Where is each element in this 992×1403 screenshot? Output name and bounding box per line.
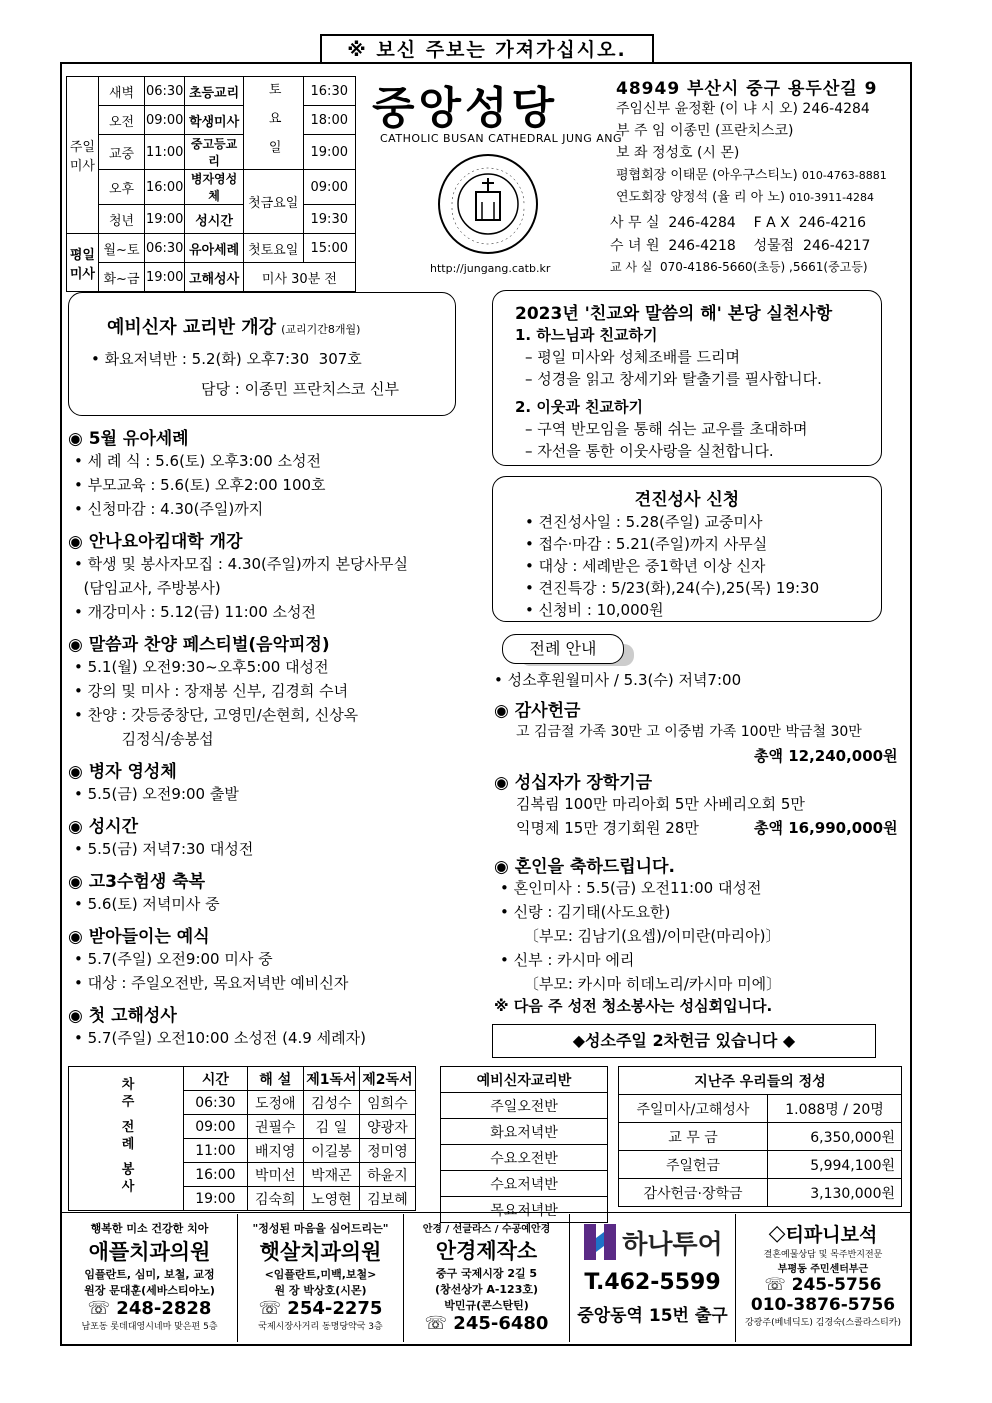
section-title: ◉ 성시간 — [68, 817, 139, 837]
sat-name: 초등교리 — [185, 77, 244, 106]
section-line: • 5.5(금) 저녁7:30 대성전 — [74, 840, 254, 858]
section-line: • 5.1(월) 오전9:30~오후5:00 대성전 — [74, 658, 329, 676]
confirmation-line: • 견진성사일 : 5.28(주일) 교중미사 — [525, 513, 763, 531]
section-line: • 강의 및 미사 : 장재봉 신부, 김경희 수녀 — [74, 682, 349, 700]
diamond-icon: ◇ — [768, 1221, 786, 1246]
confirmation-line: • 접수·마감 : 5.21(주일)까지 사무실 — [525, 535, 768, 553]
year-plan-line: – 구역 반모임을 통해 쉬는 교우를 초대하며 — [525, 420, 808, 438]
scholarship-total: 총액 16,990,000원 — [754, 819, 898, 837]
class-row: 수요저녁반 — [441, 1171, 608, 1197]
mass-schedule-table — [66, 76, 356, 292]
thanks-title: ◉ 감사헌금 — [494, 701, 581, 721]
table-row: 감사헌금·장학금 3,130,000원 — [619, 1179, 902, 1207]
table-row: 11:00 배지영 이길봉 정미영 — [69, 1139, 416, 1163]
section-line: • 5.6(토) 저녁미사 중 — [74, 895, 220, 913]
duty-table — [68, 1066, 416, 1211]
weekday-mass-label: 평일 미사 — [67, 234, 99, 292]
mass-name: 청년 — [98, 205, 144, 234]
parish-seal — [436, 152, 540, 256]
mass-time: 19:00 — [145, 263, 185, 292]
mass-time: 11:00 — [145, 135, 185, 170]
parish-title: 중앙성당 — [372, 83, 559, 134]
duty-label: 차주 전례 봉사 — [69, 1067, 184, 1211]
catechumen-line: • 화요저녁반 : 5.2(화) 오후7:30 307호 — [91, 350, 362, 368]
catechumen-box — [68, 292, 456, 416]
saturday-label: 토 요 일 — [243, 77, 303, 170]
year-plan-line: – 성경을 읽고 창세기와 탈출기를 필사합니다. — [525, 370, 822, 388]
offerings-header: 지난주 우리들의 정성 — [619, 1067, 902, 1095]
catechumen-class-table — [440, 1066, 608, 1223]
catechumen-teacher: 담당 : 이종민 프란치스코 신부 — [201, 380, 400, 398]
section-line: • 대상 : 주일오전반, 목요저녁반 예비신자 — [74, 974, 349, 992]
sat-name: 성시간 — [185, 205, 244, 234]
section-line: • 5.5(금) 오전9:00 출발 — [74, 785, 239, 803]
scholarship-line: 익명제 15만 경기회원 28만 — [516, 819, 699, 837]
sat-time: 19:30 — [303, 205, 356, 234]
staff-row: 연도회장 양정석 (율 리 아 노) 010-3911-4284 — [616, 190, 875, 205]
mass-time: 16:00 — [145, 170, 185, 205]
year-plan-head: 2. 이웃과 친교하기 — [515, 398, 644, 416]
section-line: • 찬양 : 갓등중창단, 고영민/손현희, 신상옥 — [74, 706, 359, 724]
first-sat-label: 첫토요일 — [243, 234, 303, 263]
table-row: 주일미사/고해성사 1.088명 / 20명 — [619, 1095, 902, 1123]
notice-section — [68, 867, 488, 916]
notice-section — [68, 527, 488, 624]
table-row: 교 무 금 6,350,000원 — [619, 1123, 902, 1151]
staff-row: 평협회장 이태문 (아우구스티노) 010-4763-8881 — [616, 168, 887, 183]
section-title: ◉ 고3수험생 축복 — [68, 872, 206, 892]
year-plan-line: – 자선을 통한 이웃사랑을 실천합니다. — [525, 442, 774, 460]
table-row: 19:00 김숙희 노영현 김보혜 — [69, 1187, 416, 1211]
first-friday-label: 첫금요일 — [243, 170, 303, 234]
mass-name: 오전 — [98, 106, 144, 135]
liturgy-line: • 성소후원월미사 / 5.3(수) 저녁7:00 — [494, 671, 742, 689]
ad-glasses: 안경 / 선글라스 / 수공예안경 안경제작소 중구 국제시장 2길 5 (창선상가 A-123호) 박민규(콘스탄틴) ☏ 245-6480 — [404, 1214, 570, 1342]
contact-line: 교 사 실 070-4186-5660(초등) ,5661(중고등) — [610, 260, 868, 274]
offerings-table — [618, 1066, 902, 1207]
confirmation-title: 견진성사 신청 — [634, 490, 740, 510]
mass-name: 화~금 — [98, 263, 144, 292]
mass-time: 19:00 — [145, 205, 185, 234]
year-plan-title: 2023년 '친교와 말씀의 해' 본당 실천사항 — [515, 304, 833, 324]
section-title: ◉ 병자 영성체 — [68, 762, 177, 782]
hanatour-logo: 하나투어 — [570, 1222, 735, 1262]
confession-label: 고해성사 — [185, 263, 244, 292]
confirmation-line: • 대상 : 세례받은 중1학년 이상 신자 — [525, 557, 766, 575]
duty-header: 해 설 — [247, 1067, 303, 1091]
wedding-line: • 혼인미사 : 5.5(금) 오전11:00 대성전 — [500, 879, 762, 897]
confirmation-lines — [525, 511, 819, 621]
scholarship-line: 김복림 100만 마리아회 5만 사베리오회 5만 — [516, 795, 805, 813]
staff-row: 보 좌 정성호 (시 몬) — [616, 145, 740, 161]
section-line: • 5.7(주일) 오전9:00 미사 중 — [74, 950, 273, 968]
sat-time: 09:00 — [303, 170, 356, 205]
mass-time: 06:30 — [145, 77, 185, 106]
mass-name: 오후 — [98, 170, 144, 205]
ad-tiffany-jewelry: ◇ 티파니보석 결혼예물상담 및 목주반지전문 부평동 주민센터부근 ☏ 245-5756 010-3876-5756 강광주(베네딕도) 김경숙(스콜라스티카) — [744, 1221, 901, 1328]
second-collection-box: ◆성소주일 2차헌금 있습니다 ◆ — [492, 1024, 876, 1058]
catechumen-title: 예비신자 교리반 개강 — [107, 317, 277, 338]
year-plan-head: 1. 하느님과 친교하기 — [515, 326, 658, 344]
confirmation-line: • 신청비 : 10,000원 — [525, 601, 664, 619]
liturgy-tag: 전례 안내 — [502, 634, 624, 664]
section-title: ◉ 첫 고해성사 — [68, 1006, 177, 1026]
ad-apple-dental: 행복한 미소 건강한 치아 애플치과의원 임플란트, 심미, 보철, 교정 원장 문대훈(세바스티아노) ☏ 248-2828 남포동 롯데대영시네마 맞은편 5층 — [62, 1214, 238, 1342]
cleaning-note: ※ 다음 주 성전 청소봉사는 성심회입니다. — [494, 997, 773, 1015]
confession-time: 미사 30분 전 — [243, 263, 355, 292]
notice-banner: ※ 보신 주보는 가져가십시오. — [320, 34, 654, 64]
staff-list — [616, 98, 906, 208]
section-line: • 학생 및 봉사자모집 : 4.30(주일)까지 본당사무실 — [74, 555, 408, 573]
section-line: • 5.7(주일) 오전10:00 소성전 (4.9 세례자) — [74, 1029, 366, 1047]
wedding-line: • 신부 : 카시마 에리 — [500, 951, 635, 969]
baptism-time: 15:00 — [303, 234, 356, 263]
staff-row: 부 주 임 이종민 (프란치스코) — [616, 123, 794, 139]
section-title: ◉ 안나요아킴대학 개강 — [68, 532, 243, 552]
duty-header: 시간 — [184, 1067, 248, 1091]
notice-section — [68, 424, 488, 521]
notice-section — [68, 1001, 488, 1050]
notice-section — [68, 812, 488, 861]
wedding-line: • 신랑 : 김기태(사도요한) — [500, 903, 671, 921]
catechumen-sub: (교리기간8개월) — [281, 323, 361, 336]
ad-hanatour: 하나투어 T.462-5599 중앙동역 15번 출구 — [570, 1214, 736, 1342]
sat-name: 병자영성체 — [185, 170, 244, 205]
wedding-lines — [500, 876, 781, 996]
sat-time: 19:00 — [303, 135, 356, 170]
section-line: 김정식/송봉섭 — [74, 730, 214, 748]
section-title: ◉ 5월 유아세례 — [68, 429, 189, 449]
section-line: • 개강미사 : 5.12(금) 11:00 소성전 — [74, 603, 316, 621]
thanks-total: 총액 12,240,000원 — [754, 747, 898, 765]
mass-time: 06:30 — [145, 234, 185, 263]
contact-line: 사 무 실 246-4284 F A X 246-4216 — [610, 215, 866, 231]
mass-time: 09:00 — [145, 106, 185, 135]
parish-english-name: CATHOLIC BUSAN CATHEDRAL JUNG ANG — [380, 132, 623, 145]
class-row: 주일오전반 — [441, 1093, 608, 1119]
table-row: 주일헌금 5,994,100원 — [619, 1151, 902, 1179]
sat-time: 16:30 — [303, 77, 356, 106]
sat-name: 학생미사 — [185, 106, 244, 135]
table-row: 16:00 박미선 박재곤 하윤지 — [69, 1163, 416, 1187]
mass-name: 월~토 — [98, 234, 144, 263]
class-row: 화요저녁반 — [441, 1119, 608, 1145]
left-column — [68, 424, 488, 1056]
baptism-label: 유아세례 — [185, 234, 244, 263]
thanks-line: 고 김금절 가족 30만 고 이중범 가족 100만 박금철 30만 — [516, 724, 862, 740]
confirmation-box — [492, 476, 882, 622]
notice-section — [68, 922, 488, 995]
duty-header: 제2독서 — [359, 1067, 415, 1091]
class-header: 예비신자교리반 — [441, 1067, 608, 1093]
section-line: • 신청마감 : 4.30(주일)까지 — [74, 500, 264, 518]
ad-sunshine-dental: "정성된 마음을 심어드리는" 햇살치과의원 <임플란트,미백,보철> 원 장 박상호(시몬) ☏ 254-2275 국제시장사거리 동명당약국 3층 — [238, 1214, 404, 1342]
table-row: 06:30 도정애 김성수 임희수 — [69, 1091, 416, 1115]
mass-name: 교중 — [98, 135, 144, 170]
class-row: 목요저녁반 — [441, 1197, 608, 1223]
contact-line: 수 녀 원 246-4218 성물점 246-4217 — [610, 238, 871, 254]
section-line: • 부모교육 : 5.6(토) 오후2:00 100호 — [74, 476, 326, 494]
section-line: • 세 례 식 : 5.6(토) 오후3:00 소성전 — [74, 452, 321, 470]
class-row: 수요오전반 — [441, 1145, 608, 1171]
duty-header: 제1독서 — [303, 1067, 359, 1091]
sat-time: 18:00 — [303, 106, 356, 135]
confirmation-line: • 견진특강 : 5/23(화),24(수),25(목) 19:30 — [525, 579, 820, 597]
ads-divider — [62, 1212, 910, 1213]
mass-name: 새벽 — [98, 77, 144, 106]
section-title: ◉ 받아들이는 예식 — [68, 927, 210, 947]
staff-row: 주임신부 윤정환 (이 냐 시 오) 246-4284 — [616, 101, 870, 117]
hanatour-logo-icon — [582, 1222, 618, 1262]
notice-section — [68, 630, 488, 751]
wedding-line: 〔부모: 김남기(요셉)/이미란(마리아)〕 — [500, 927, 781, 945]
notice-section — [68, 757, 488, 806]
section-line: (담임교사, 주방봉사) — [74, 579, 221, 597]
parish-address: 48949 부산시 중구 용두산길 9 — [616, 79, 878, 99]
table-row: 09:00 권필수 김 일 양광자 — [69, 1115, 416, 1139]
section-title: ◉ 말씀과 찬양 페스티벌(음악피정) — [68, 635, 330, 655]
sunday-mass-label: 주일 미사 — [67, 77, 99, 234]
parish-url: http://jungang.catb.kr — [430, 262, 551, 275]
wedding-line: 〔부모: 카시마 히데노리/카시마 미에〕 — [500, 975, 782, 993]
contact-list — [610, 212, 908, 281]
sat-name: 중고등교리 — [185, 135, 244, 170]
wedding-title: ◉ 혼인을 축하드립니다. — [494, 857, 675, 877]
scholarship-title: ◉ 성십자가 장학기금 — [494, 773, 653, 793]
year-plan-box — [492, 290, 882, 466]
year-plan-line: – 평일 미사와 성체조배를 드리며 — [525, 348, 740, 366]
